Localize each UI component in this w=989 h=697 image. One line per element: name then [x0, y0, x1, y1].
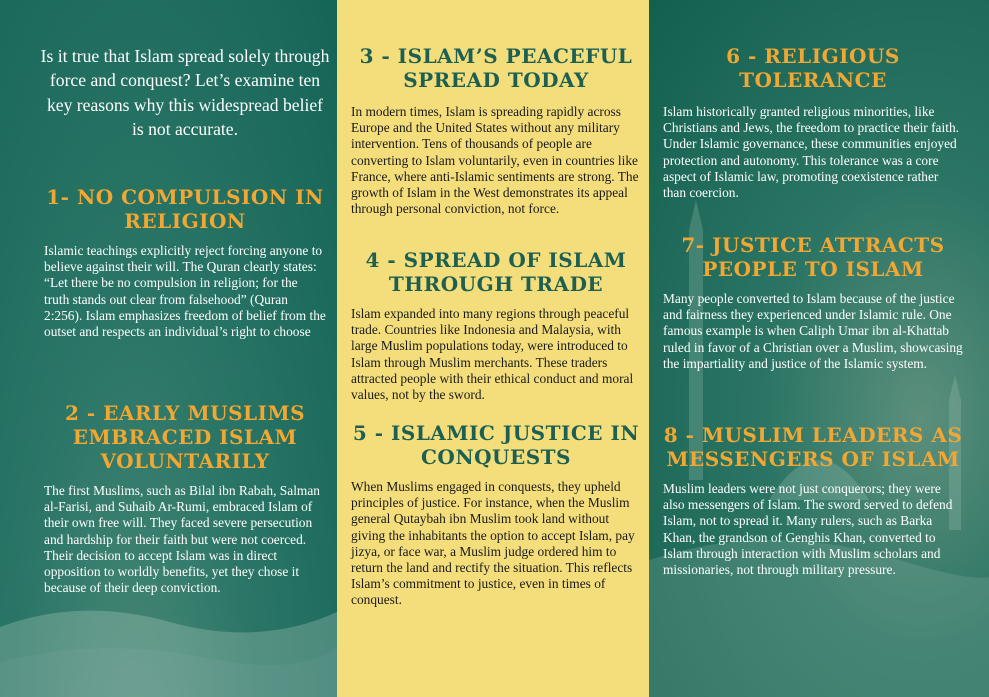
section-4	[351, 248, 641, 403]
section-3-body: In modern times, Islam is spreading rapidly across Europe and the United States without any military intervention. Tens of thousands of people are converting to Islam voluntarily, even in countries like France, where anti-Islamic sentiments are strong. The growth of Islam in the West demonstrates its appeal through personal conviction, not force.	[351, 104, 639, 217]
left-panel	[0, 0, 337, 697]
section-2	[44, 401, 326, 596]
section-1	[44, 185, 326, 340]
middle-panel	[337, 0, 649, 697]
section-4-heading: 4 - SPREAD OF ISLAM THROUGH TRADE	[365, 248, 627, 296]
section-7-heading: 7- JUSTICE ATTRACTS PEOPLE TO ISLAM	[681, 233, 945, 281]
section-5	[351, 421, 641, 609]
section-8-heading: 8 - MUSLIM LEADERS AS MESSENGERS OF ISLAM	[663, 423, 963, 471]
section-4-body: Islam expanded into many regions through peaceful trade. Countries like Indonesia and Malaysia, with large Muslim populations today, were introduced to Islam through Muslim merchants. These traders attracted people with their ethical conduct and moral values, not by the sword.	[351, 306, 634, 403]
section-3	[351, 44, 641, 217]
section-2-body: The first Muslims, such as Bilal ibn Rabah, Salman al-Farisi, and Suhaib Ar-Rumi, embraced Islam of their own free will. They faced severe persecution and hardship for their faith but were not coerced. Their decision to accept Islam was in direct opposition to worldly benefits, yet they chose it because of their deep conviction.	[44, 483, 320, 596]
section-1-heading: 1- NO COMPULSION IN RELIGION	[46, 185, 324, 233]
section-7	[663, 233, 963, 372]
section-7-body: Many people converted to Islam because of the justice and fairness they experienced under Islamic rule. One famous example is when Caliph Umar ibn al-Khattab ruled in favor of a Christian over a Muslim, showcasing the impartiality and justice of the Islamic system.	[663, 291, 963, 371]
section-6	[663, 44, 963, 201]
section-5-heading: 5 - ISLAMIC JUSTICE IN CONQUESTS	[352, 421, 640, 469]
section-8-body: Muslim leaders were not just conquerors; they were also messengers of Islam. The sword served to defend Islam, not to spread it. Many rulers, such as Barka Khan, the grandson of Genghis Khan, converted to Islam through interaction with Muslim scholars and missionaries, not through military pressure.	[663, 481, 953, 578]
section-5-body: When Muslims engaged in conquests, they upheld principles of justice. For instance, when the Muslim general Qutaybah ibn Muslim took land without giving the inhabitants the option to accept Islam, pay jizya, or face war, a Muslim judge ordered him to return the land and rectify the situation. This reflects Islam’s commitment to justice, even in times of conquest.	[351, 479, 635, 608]
intro-text: Is it true that Islam spread solely through force and conquest? Let’s examine ten key reasons why this widespread belief is not accurate.	[40, 46, 330, 139]
section-6-heading: 6 - RELIGIOUS TOLERANCE	[726, 44, 900, 92]
section-2-heading: 2 - EARLY MUSLIMS EMBRACED ISLAM VOLUNTARILY	[64, 401, 306, 473]
right-panel	[649, 0, 989, 697]
section-8	[663, 423, 963, 578]
section-6-body: Islam historically granted religious minorities, like Christians and Jews, the freedom to practice their faith. Under Islamic governance, these communities enjoyed protection and autonomy. This tolerance was a core aspect of Islamic law, promoting coexistence rather than coercion.	[663, 104, 959, 201]
section-1-body: Islamic teachings explicitly reject forcing anyone to believe against their will. The Quran clearly states: “Let there be no compulsion in religion; for the truth stands out clear from falsehood” (Quran 2:256). Islam emphasizes freedom of belief from the outset and respects an individual’s right to choose	[44, 243, 326, 340]
section-3-heading: 3 - ISLAM’S PEACEFUL SPREAD TODAY	[359, 44, 633, 92]
